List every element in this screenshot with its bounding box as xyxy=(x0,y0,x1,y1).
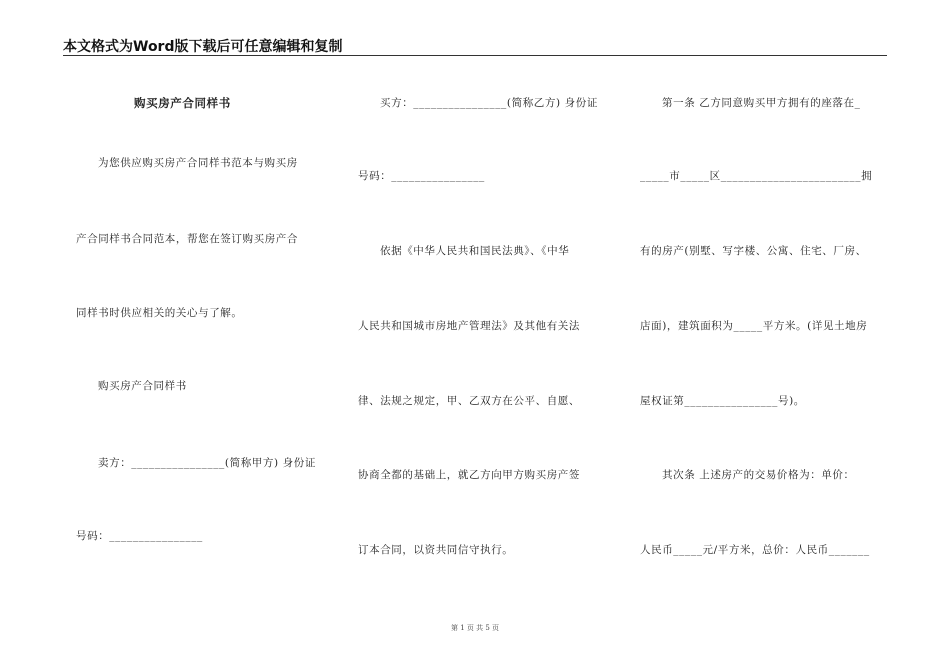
buyer-id-line: 号码：________________ xyxy=(358,170,485,182)
header-rule xyxy=(63,55,887,56)
document-title: 购买房产合同样书 xyxy=(134,96,231,110)
clause-1-line: 第一条 乙方同意购买甲方拥有的座落在_ xyxy=(662,97,861,109)
clause-2-line: 其次条 上述房产的交易价格为：单价： xyxy=(662,469,855,481)
paragraph-line: 人民共和国城市房地产管理法》及其他有关法 xyxy=(358,320,580,332)
paragraph-line: 订本合同，以资共同信守执行。 xyxy=(358,544,514,556)
buyer-line: 买方：________________(简称乙方) 身份证 xyxy=(380,97,598,109)
paragraph-line: 店面)，建筑面积为_____平方米。(详见土地房 xyxy=(640,320,868,332)
page-header: 本文格式为Word版下载后可任意编辑和复制 xyxy=(63,39,343,55)
paragraph-line: 协商全都的基础上，就乙方向甲方购买房产签 xyxy=(358,469,580,481)
paragraph-line: 为您供应购买房产合同样书范本与购买房 xyxy=(98,157,298,169)
paragraph-line: 产合同样书合同范本，帮您在签订购买房产合 xyxy=(76,233,298,245)
paragraph-line: 依据《中华人民共和国民法典》、《中华 xyxy=(380,245,570,257)
paragraph-line: 屋权证第________________号)。 xyxy=(640,395,805,407)
page-footer: 第 1 页 共 5 页 xyxy=(450,624,500,632)
section-heading: 购买房产合同样书 xyxy=(98,380,187,392)
paragraph-line: 同样书时供应相关的关心与了解。 xyxy=(76,307,243,319)
seller-id-line: 号码：________________ xyxy=(76,530,203,542)
paragraph-line: 人民币_____元/平方米，总价：人民币_______ xyxy=(640,544,870,556)
paragraph-line: _____市_____区________________________拥 xyxy=(640,170,873,182)
paragraph-line: 有的房产(别墅、写字楼、公寓、住宅、厂房、 xyxy=(640,245,867,257)
seller-line: 卖方：________________(简称甲方) 身份证 xyxy=(98,457,316,469)
paragraph-line: 律、法规之规定，甲、乙双方在公平、自愿、 xyxy=(358,395,580,407)
